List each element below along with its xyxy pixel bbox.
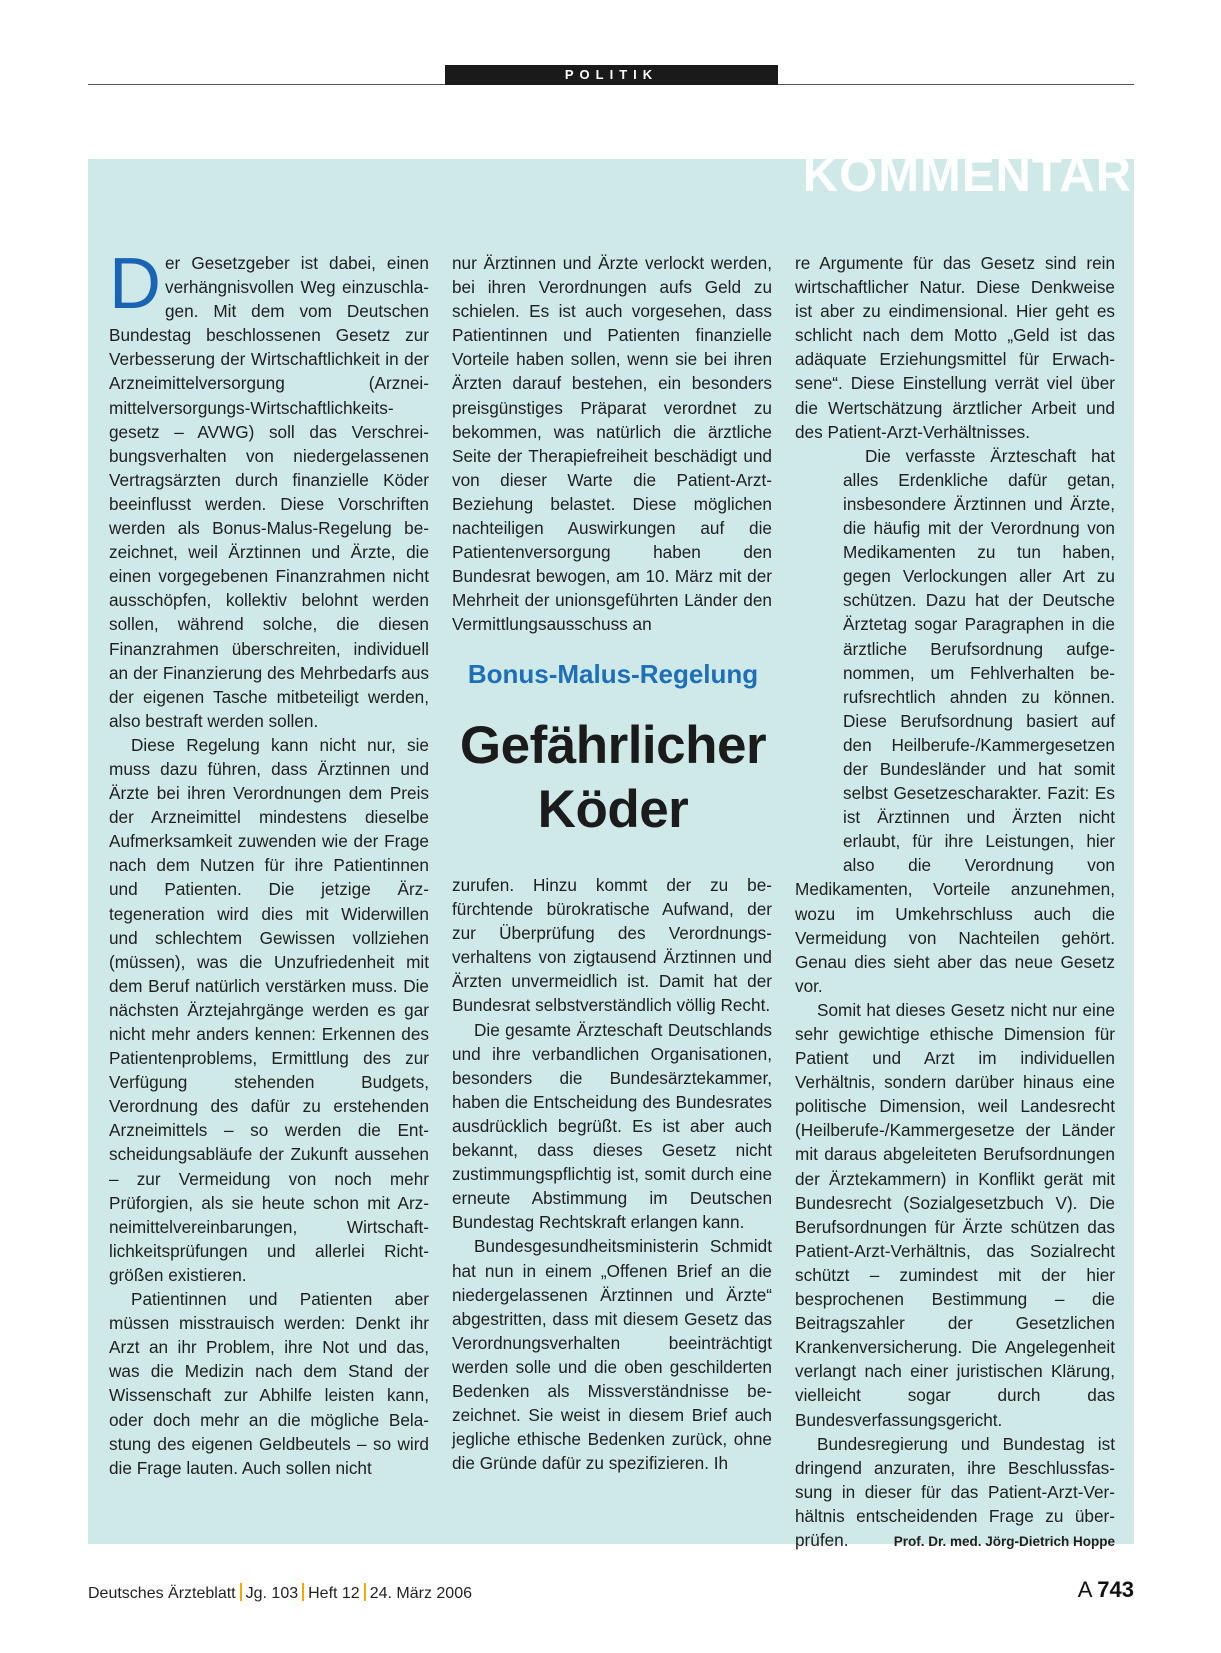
wrap-spacer <box>795 615 843 867</box>
comment-panel <box>88 148 1134 1550</box>
column-3 <box>795 251 1115 1554</box>
headline <box>438 714 788 842</box>
kommentar-label: KOMMENTAR <box>802 148 1132 202</box>
page-number: A 743 <box>1077 1577 1134 1602</box>
volume: Jg. 103 <box>245 1585 299 1602</box>
paragraph: Die verfasste Ärzteschaft hat alles Erdenkliche dafür getan, insbesondere Ärztinnen und Ärzte, die häufig mit der Verordnung von Medikamenten zu tun haben, gegen Verlockungen aller Art zu schützen. Dazu hat der Deutsche Ärztetag sogar Paragraphen in die ärztliche Berufsordnung aufgenommen, um Fehlverhalten berufsrechtlich ahnden zu können. Diese Berufsordnung basiert auf den Heilberufe-/Kammergesetzen der Bundesländer und hat somit selbst Gesetzescharakter. Fazit: Es ist Ärztinnen und Ärzten nicht erlaubt, für ihre Leistungen, hier also die Verordnung von Medikamenten, Vorteile anzunehmen, wozu im Umkehrschluss auch die Vermeidung von Nachteilen gehört. Genau dies sieht aber das neue Gesetz vor. <box>795 445 1115 996</box>
drop-cap: D <box>109 244 161 324</box>
section-tab: POLITIK <box>445 65 778 85</box>
paragraph: Bundesregierung und Bundestag ist dringend anzuraten, ihre Beschlussfassung in dieser für das Patient-Arzt-Verhältnis entscheidenden Frage zu überprüfen. Prof. Dr. med. Jörg-Dietrich Hoppe <box>795 1432 1115 1552</box>
author-signature: Prof. Dr. med. Jörg-Dietrich Hoppe <box>893 1533 1115 1549</box>
paragraph: re Argumente für das Gesetz sind rein wirtschaftlicher Natur. Diese Denkweise ist aber zu eindimensional. Hier geht es schlicht nach dem Motto „Geld ist das adäquate Erziehungsmittel für Erwachsene“. Diese Einstellung verrät viel über die Wertschätzung ärztlicher Arbeit und des Patient-Arzt-Verhältnisses. <box>795 253 1115 442</box>
issue-date: 24. März 2006 <box>369 1585 472 1602</box>
paragraph: zurufen. Hinzu kommt der zu befürchtende bürokratische Aufwand, der zur Überprüfung des Verordnungsverhaltens von zigtausend Ärztinnen und Ärzten unvermeidlich ist. Damit hat der Bundesrat selbstverständlich völlig Recht. <box>452 875 772 1016</box>
footer-separator <box>302 1583 304 1601</box>
paragraph: Die gesamte Ärzteschaft Deutschlands und ihre verbandlichen Organisationen, besonders die Bundesärztekammer, haben die Entscheidung des Bundesrates ausdrücklich begrüßt. Es ist aber auch bekannt, dass dieses Gesetz nicht zustimmungspflichtig ist, somit durch eine erneute Abstimmung im Deutschen Bundestag Rechtskraft erlangen kann. <box>452 1019 772 1233</box>
journal-name: Deutsches Ärzteblatt <box>88 1585 236 1602</box>
footer-separator <box>240 1583 242 1601</box>
headline-line: Gefährlicher <box>459 716 767 775</box>
paragraph: nur Ärztinnen und Ärzte verlockt werden, bei ihren Verordnungen aufs Geld zu schielen. Es ist auch vorgesehen, dass Patientinnen und Patienten finanzielle Vorteile haben sollen, wenn sie bei ihren Ärzten darauf bestehen, ein besonders preisgünstiges Präparat verordnet zu bekommen, was natürlich die ärztliche Seite der Therapiefreiheit beschädigt und von dieser Warte die Patient-Arzt-Beziehung belastet. Diese möglichen nachteiligen Auswirkungen auf die Patientenversorgung haben den Bundesrat bewogen, am 10. März mit der Mehrheit der unionsgeführten Länder den Vermittlungsausschuss an <box>452 253 772 635</box>
paragraph: Somit hat dieses Gesetz nicht nur eine sehr gewichtige ethische Dimension für Patient und Arzt im individuellen Verhältnis, sondern darüber hinaus eine politische Dimension, weil Landesrecht (Heilberufe-/Kammergesetze der Länder mit daraus abgeleiteten Berufsordnungen der Ärztekammern) in Konflikt gerät mit Bundesrecht (Sozialgesetzbuch V). Die Berufsordnungen für Ärzte schützen das Patient-Arzt-Verhältnis, das Sozialrecht schützt – zumindest mit der hier besprochenen Bestimmung – die Beitragszahler der Gesetzlichen Krankenversicherung. Die Angelegenheit verlangt nach einer juristischen Klärung, vielleicht sogar durch das Bundesverfassungsgericht. <box>795 999 1115 1430</box>
subheadline: Bonus-Malus-Regelung <box>467 659 759 689</box>
column-1 <box>109 244 429 1480</box>
footer-separator <box>364 1583 366 1601</box>
column-2-bottom <box>452 873 772 1475</box>
footer <box>88 1583 472 1603</box>
paragraph: Der Gesetzgeber ist dabei, einen verhängnisvollen Weg einzuschlagen. Mit dem vom Deutschen Bundestag beschlossenen Gesetz zur Verbesserung der Wirtschaftlichkeit in der Arzneimittelversorgung (Arzneimittelversorgungs-Wirtschaftlichkeitsgesetz – AVWG) soll das Verschreibungsverhalten von niedergelassenen Vertragsärzten durch finanzielle Köder beeinflusst werden. Diese Vorschriften werden als Bonus-Malus-Regelung bezeichnet, weil Ärztinnen und Ärzte, die einen vorgegebenen Finanzrahmen nicht ausschöpfen, kollektiv belohnt werden sollen, während solche, die diesen Finanzrahmen überschreiten, individuell an der Finanzierung des Mehrbedarfs aus der eigenen Tasche mitbeteiligt werden, also bestraft werden sollen. <box>109 244 429 731</box>
paragraph: Bundesgesundheitsministerin Schmidt hat nun in einem „Offenen Brief an die niedergelassenen Ärztinnen und Ärzte“ abgestritten, dass mit diesem Gesetz das Verordnungsverhalten beeinträchtigt werden solle und die oben geschilderten Bedenken als Missverständnisse bezeichnet. Sie weist in diesem Brief auch jegliche ethische Bedenken zurück, ohne die Gründe dafür zu spezifizieren. Ih <box>452 1236 772 1474</box>
column-2-top <box>452 251 772 637</box>
paragraph: Diese Regelung kann nicht nur, sie muss dazu führen, dass Ärztinnen und Ärzte bei ihren Verordnungen dem Preis der Arzneimittel mindestens dieselbe Aufmerksamkeit zuwenden wie der Frage nach dem Nutzen für ihre Patientinnen und Patienten. Die jetzige Ärztegeneration wird dies mit Widerwillen und schlechtem Gewissen vollziehen (müssen), was die Unzufriedenheit mit dem Beruf natürlich verstärken muss. Die nächsten Ärztejahrgänge werden es gar nicht mehr anders kennen: Erkennen des Patientenproblems, Ermittlung des zur Verfügung stehenden Budgets, Verordnung des dafür zu erstehenden Arzneimittels – so werden die Entscheidungsabläufe der Zukunft aussehen – zur Vermeidung von noch mehr Prüforgien, als sie heute schon mit Arzneimittelvereinbarungen, Wirtschaftlichkeitsprüfungen und allerlei Richtgrößen existieren. <box>109 734 429 1285</box>
paragraph: Patientinnen und Patienten aber müssen misstrauisch werden: Denkt ihr Arzt an ihr Problem, ihre Not und das, was die Medizin nach dem Stand der Wissenschaft zur Abhilfe leisten kann, oder doch mehr an die mögliche Belastung des eigenen Geldbeutels – so wird die Frage lauten. Auch sollen nicht <box>109 1289 429 1478</box>
issue: Heft 12 <box>308 1585 360 1602</box>
headline-line: Köder <box>537 780 689 839</box>
